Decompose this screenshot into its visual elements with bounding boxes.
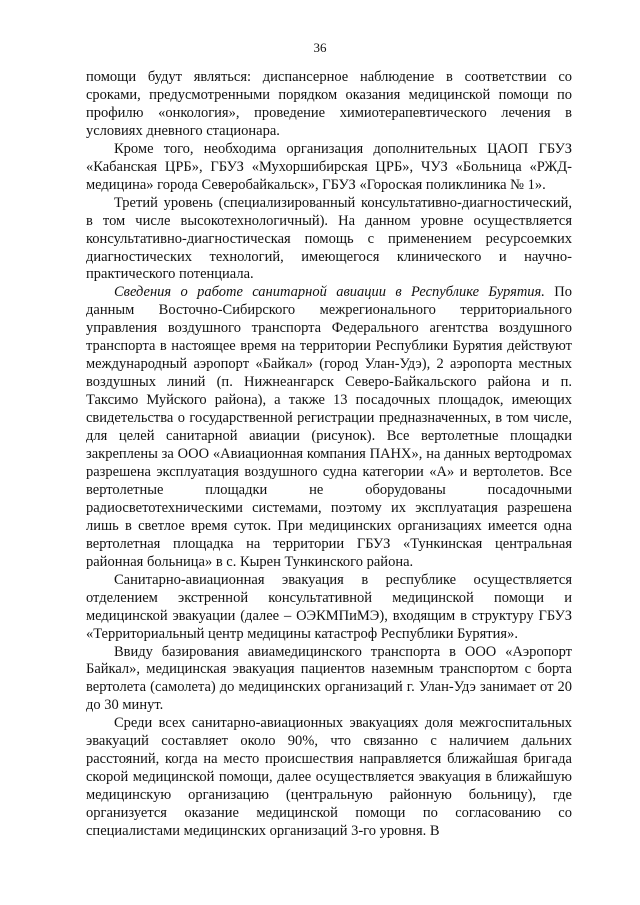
paragraph-tsaop: Кроме того, необходима организация дополнительных ЦАОП ГБУЗ «Кабанская ЦРБ», ГБУЗ «Мухоршибирская ЦРБ», ЧУЗ «Больница «РЖД-медицина» города Северобайкальск», ГБУЗ «Гороская поликлиника № 1».	[86, 140, 572, 193]
paragraph-sanitary-aviation-text: По данным Восточно-Сибирского межрегионального территориального управления воздушного транспорта Федерального агентства воздушного транспорта в настоящее время на территории Республики Бурятия действуют международный аэропорт «Байкал» (город Улан-Удэ), 2 аэропорта местных воздушных линий (п. Нижнеангарск Северо-Байкальского района и п. Таксимо Муйского района), а также 13 посадочных площадок, имеющих свидетельства о государственной регистрации предназначенных, в том числе, для целей санитарной авиации (рисунок). Все вертолетные площадки закреплены за ООО «Авиационная компания ПАНХ», на данных вертодромах разрешена эксплуатация воздушного судна категории «А» и вертолетов. Все вертолетные площадки не оборудованы посадочными радиосветотехническими системами, поэтому их эксплуатация разрешена лишь в светлое время суток. При медицинских организациях имеется одна вертолетная площадка на территории ГБУЗ «Тункинская центральная районная больница» в с. Кырен Тункинского района.	[86, 284, 572, 570]
paragraph-sanitary-aviation	[86, 284, 572, 571]
paragraph-interhospital: Среди всех санитарно-авиационных эвакуациях доля межгоспитальных эвакуаций составляет около 90%, что связанно с наличием дальних расстояний, когда на место происшествия направляется ближайшая бригада скорой медицинской помощи, далее осуществляется эвакуация в ближайшую медицинскую организацию (центральную районную больницу), где организуется оказание медицинской помощи по согласованию со специалистами медицинских организаций 3-го уровня. В	[86, 715, 572, 840]
page-number: 36	[313, 40, 327, 55]
section-lead-italic: Сведения о работе санитарной авиации в Республике Бурятия.	[114, 284, 545, 301]
paragraph-evacuation: Санитарно-авиационная эвакуация в республике осуществляется отделением экстренной консультативной медицинской помощи и медицинской эвакуации (далее – ОЭКМПиМЭ), входящим в структуру ГБУЗ «Территориальный центр медицины катастроф Республики Бурятия».	[86, 571, 572, 642]
paragraph-continuation: помощи будут являться: диспансерное наблюдение в соответствии со сроками, предусмотренными порядком оказания медицинской помощи по профилю «онкология», проведение химиотерапевтического лечения в условиях дневного стационара.	[86, 69, 572, 139]
document-body	[86, 69, 572, 841]
paragraph-airport-baikal: Ввиду базирования авиамедицинского транспорта в ООО «Аэропорт Байкал», медицинская эвакуация пациентов наземным транспортом с борта вертолета (самолета) до медицинских организаций г. Улан-Удэ занимает от 20 до 30 минут.	[86, 643, 572, 714]
paragraph-third-level: Третий уровень (специализированный консультативно-диагностический, в том числе высокотехнологичный). На данном уровне осуществляется консультативно-диагностическая помощь с применением ресурсоемких диагностических технологий, имеющегося клинического и научно-практического потенциала.	[86, 194, 572, 283]
